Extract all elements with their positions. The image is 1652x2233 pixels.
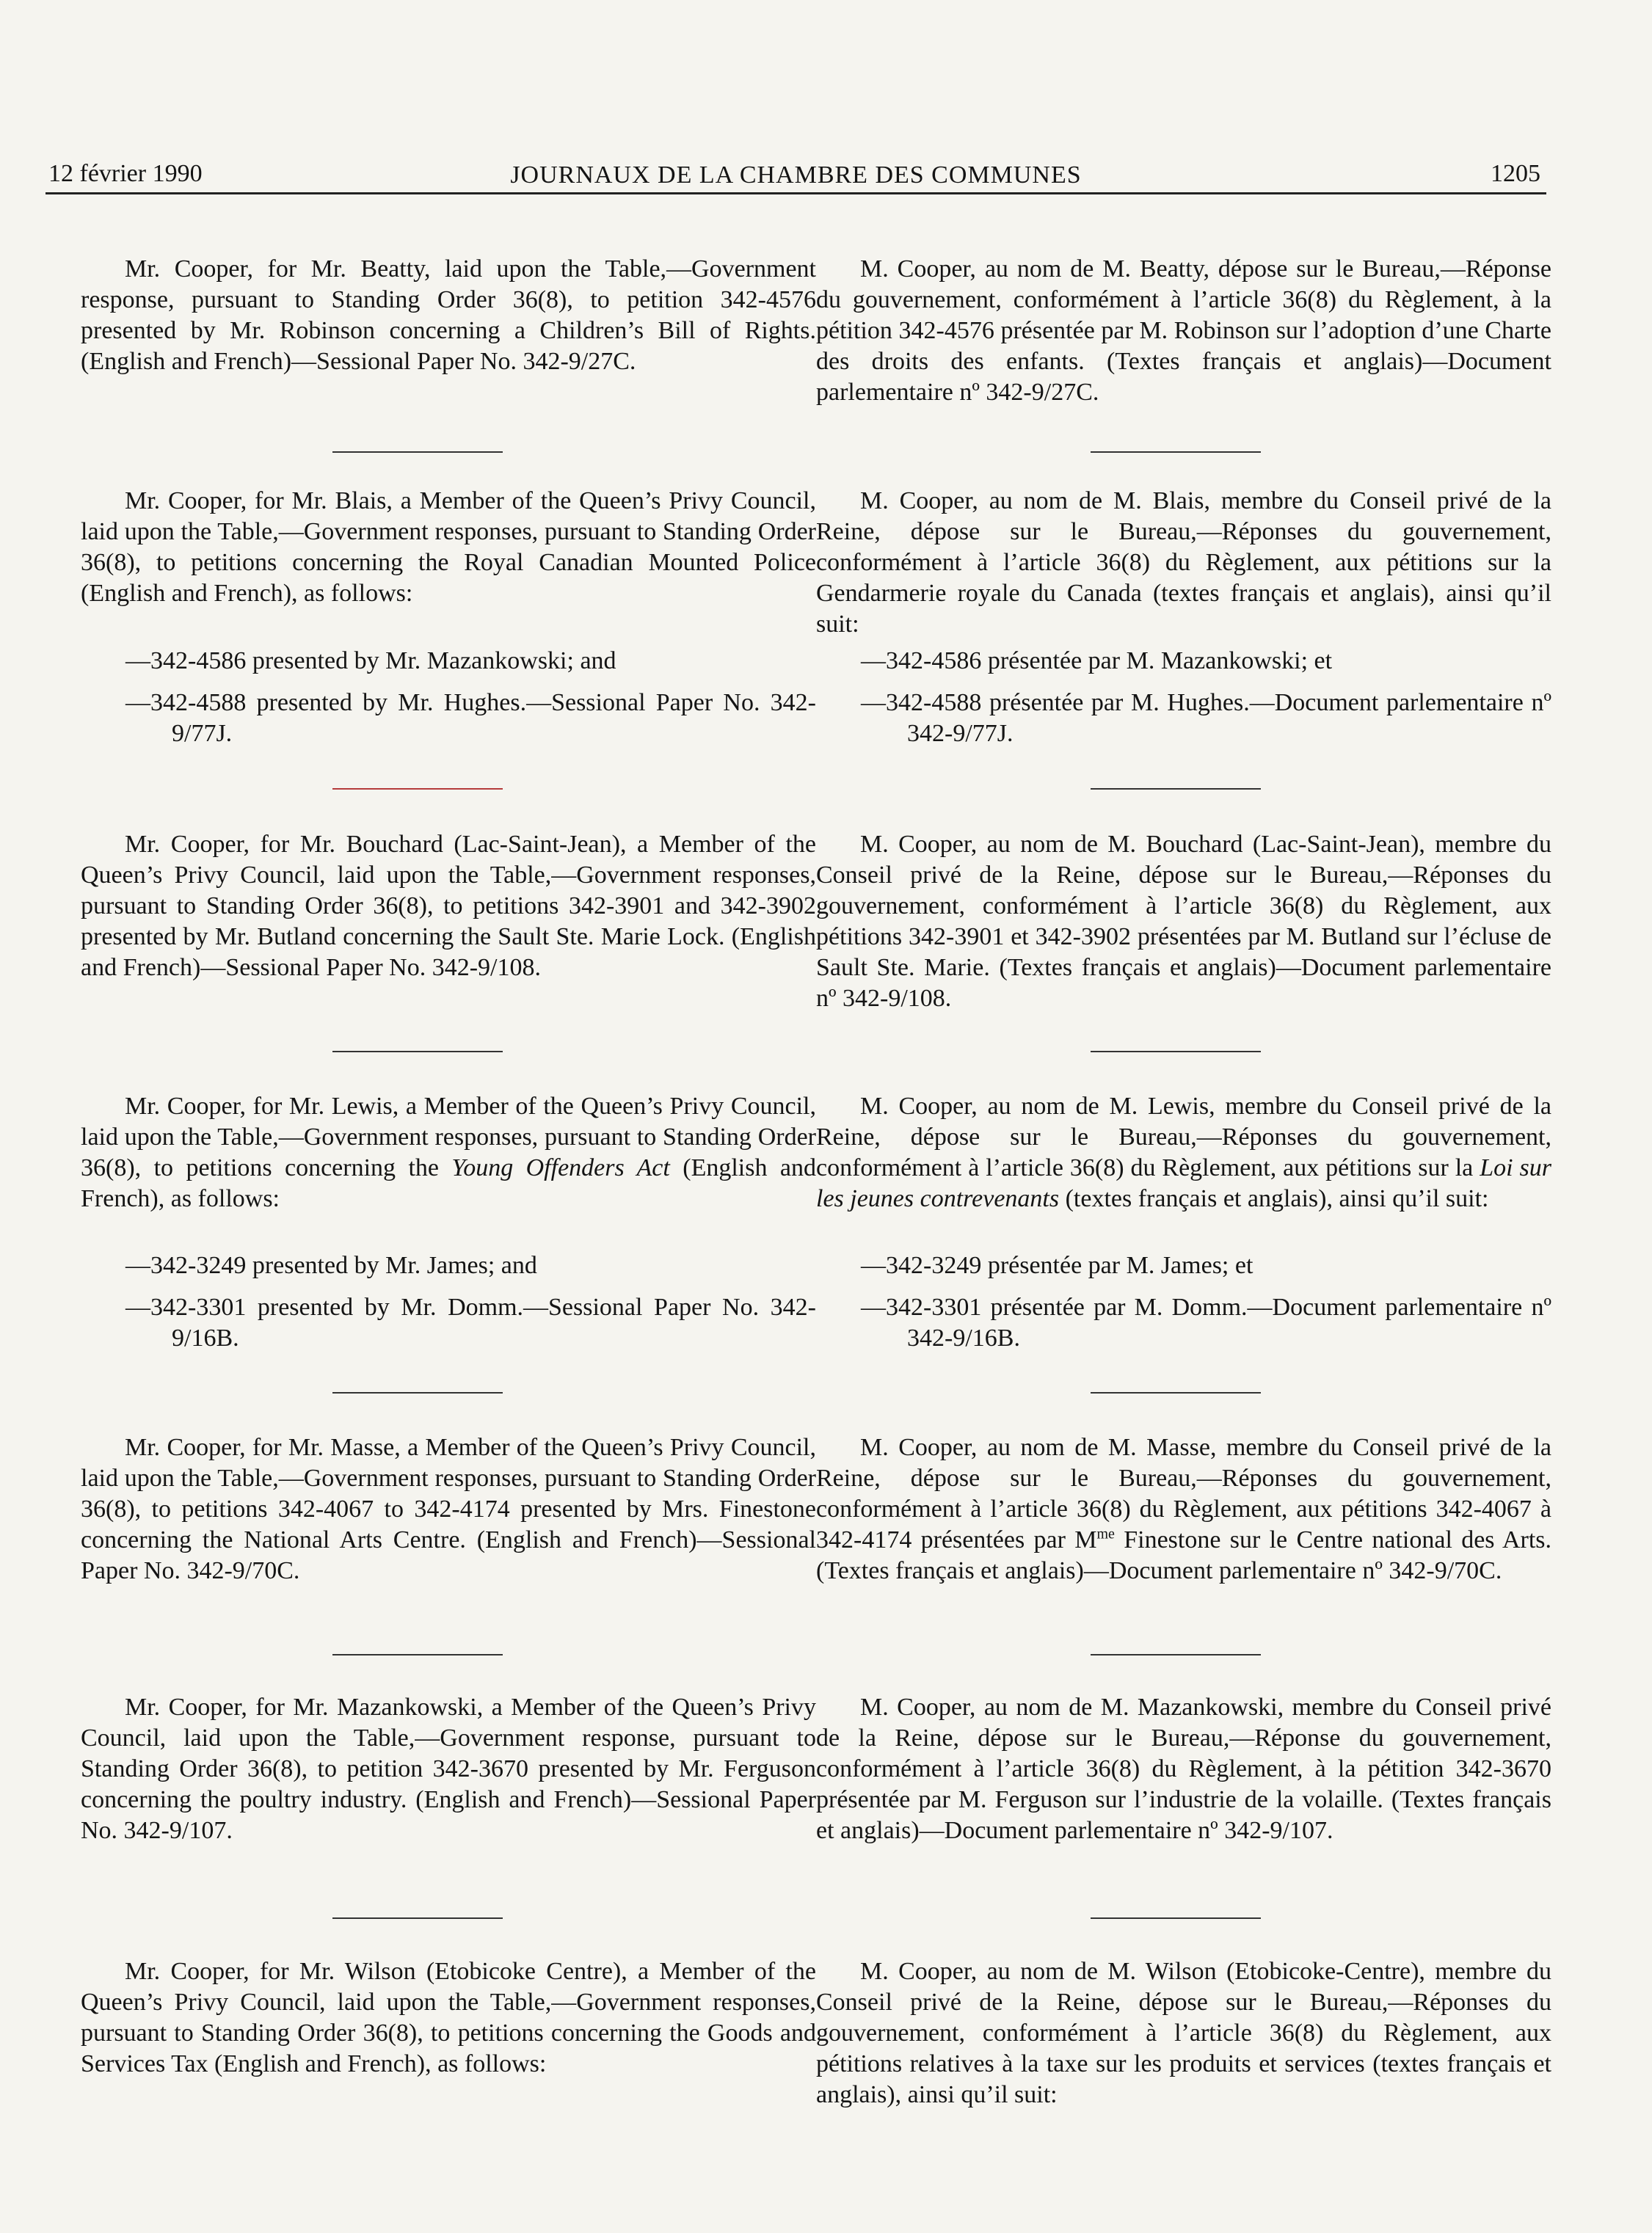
entry-beatty-fr: M. Cooper, au nom de M. Beatty, dépose sur le Bureau,—Réponse du gouvernement, conformément à l’article 36(8) du Règlement, à la pétition 342-4576 présentée par M. Robinson sur l’adoption d’une Charte des droits des enfants. (Textes français et anglais)—Document parlementaire nº 342-9/27C. (816, 255, 1551, 406)
separator-rule (332, 1392, 503, 1394)
list-item: —342-3301 présentée par M. Domm.—Document parlementaire nº 342-9/16B. (861, 1294, 1551, 1352)
page-number: 1205 (1491, 160, 1540, 187)
entry-lewis-en: Mr. Cooper, for Mr. Lewis, a Member of the Queen’s Privy Council, laid upon the Table,—Government responses, pursuant to Standing Order 36(8), to petitions concerning the Young Offenders Act (English and French), as follows: (81, 1093, 816, 1212)
separator-rule (1091, 788, 1261, 790)
separator-rule (332, 451, 503, 453)
act-title: Young Offenders Act (451, 1154, 670, 1181)
act-title: Loi sur les jeunes contrevenants (816, 1154, 1551, 1212)
separator-rule (1091, 1917, 1261, 1919)
list-item: —342-4588 presented by Mr. Hughes.—Sessional Paper No. 342-9/77J. (125, 689, 816, 747)
entry-bouchard-fr: M. Cooper, au nom de M. Bouchard (Lac-Saint-Jean), membre du Conseil privé de la Reine, dépose sur le Bureau,—Réponses du gouvernement, conformément à l’article 36(8) du Règlement, aux pétitions 342-3901 et 342-3902 présentées par M. Butland sur l’écluse de Sault Ste. Marie. (Textes français et anglais)—Document parlementaire nº 342-9/108. (816, 831, 1551, 1012)
entry-blais-fr: M. Cooper, au nom de M. Blais, membre du Conseil privé de la Reine, dépose sur le Bureau,—Réponses du gouvernement, conformément à l’article 36(8) du Règlement, aux pétitions sur la Gendarmerie royale du Canada (textes français et anglais), ainsi qu’il suit: (816, 487, 1551, 638)
list-item: —342-3249 présentée par M. James; et (861, 1252, 1253, 1279)
separator-rule (332, 1654, 503, 1655)
entry-lewis-fr: M. Cooper, au nom de M. Lewis, membre du Conseil privé de la Reine, dépose sur le Bureau,—Réponses du gouvernement, conformément à l’article 36(8) du Règlement, aux pétitions sur la Loi sur les jeunes contrevenants (textes français et anglais), ainsi qu’il suit: (816, 1093, 1551, 1212)
entry-bouchard-en: Mr. Cooper, for Mr. Bouchard (Lac-Saint-Jean), a Member of the Queen’s Privy Council, laid upon the Table,—Government responses, pursuant to Standing Order 36(8), to petitions 342-3901 and 342-3902 presented by Mr. Butland concerning the Sault Ste. Marie Lock. (English and French)—Sessional Paper No. 342-9/108. (81, 831, 816, 981)
journal-title: JOURNAUX DE LA CHAMBRE DES COMMUNES (510, 161, 1082, 189)
entry-wilson-en: Mr. Cooper, for Mr. Wilson (Etobicoke Centre), a Member of the Queen’s Privy Council, laid upon the Table,—Government responses, pursuant to Standing Order 36(8), to petitions concerning the Goods and Services Tax (English and French), as follows: (81, 1958, 816, 2077)
entry-masse-fr: M. Cooper, au nom de M. Masse, membre du Conseil privé de la Reine, dépose sur le Bureau,—Réponses du gouvernement, conformément à l’article 36(8) du Règlement, aux pétitions 342-4067 à 342-4174 présentées par $M^{me}$ Finestone sur le Centre national des Arts. (Textes français et anglais)—Document parlementaire nº 342-9/70C. (816, 1434, 1551, 1584)
page-header (46, 156, 1546, 194)
entry-mazankowski-en: Mr. Cooper, for Mr. Mazankowski, a Member of the Queen’s Privy Council, laid upon the Table,—Government response, pursuant to Standing Order 36(8), to petition 342-3670 presented by Mr. Ferguson concerning the poultry industry. (English and French)—Sessional Paper No. 342-9/107. (81, 1694, 816, 1844)
entry-wilson-fr: M. Cooper, au nom de M. Wilson (Etobicoke-Centre), membre du Conseil privé de la Reine, dépose sur le Bureau,—Réponses du gouvernement, conformément à l’article 36(8) du Règlement, aux pétitions relatives à la taxe sur les produits et services (textes français et anglais), ainsi qu’il suit: (816, 1958, 1551, 2108)
list-item: —342-4588 présentée par M. Hughes.—Document parlementaire nº 342-9/77J. (861, 689, 1551, 747)
list-item: —342-3301 presented by Mr. Domm.—Sessional Paper No. 342-9/16B. (125, 1294, 816, 1352)
separator-rule (1091, 1654, 1261, 1655)
header-date: 12 février 1990 (48, 160, 203, 187)
separator-rule (332, 788, 503, 790)
entry-mazankowski-fr: M. Cooper, au nom de M. Mazankowski, membre du Conseil privé de la Reine, dépose sur le Bureau,—Réponse du gouvernement, conformément à l’article 36(8) du Règlement, à la pétition 342-3670 présentée par M. Ferguson sur l’industrie de la volaille. (Textes français et anglais)—Document parlementaire nº 342-9/107. (816, 1694, 1551, 1844)
list-item: —342-4586 présentée par M. Mazankowski; et (861, 647, 1333, 674)
list-item: —342-4586 presented by Mr. Mazankowski; and (125, 647, 616, 674)
separator-rule (332, 1051, 503, 1052)
separator-rule (1091, 451, 1261, 453)
list-item: —342-3249 presented by Mr. James; and (125, 1252, 537, 1279)
entry-masse-en: Mr. Cooper, for Mr. Masse, a Member of the Queen’s Privy Council, laid upon the Table,—Government responses, pursuant to Standing Order 36(8), to petitions 342-4067 to 342-4174 presented by Mrs. Finestone concerning the National Arts Centre. (English and French)—Sessional Paper No. 342-9/70C. (81, 1434, 816, 1584)
separator-rule (1091, 1051, 1261, 1052)
entry-blais-en: Mr. Cooper, for Mr. Blais, a Member of the Queen’s Privy Council, laid upon the Table,—Government responses, pursuant to Standing Order 36(8), to petitions concerning the Royal Canadian Mounted Police (English and French), as follows: (81, 487, 816, 607)
separator-rule (1091, 1392, 1261, 1394)
entry-beatty-en: Mr. Cooper, for Mr. Beatty, laid upon the Table,—Government response, pursuant to Standing Order 36(8), to petition 342-4576 presented by Mr. Robinson concerning a Children’s Bill of Rights. (English and French)—Sessional Paper No. 342-9/27C. (81, 255, 816, 375)
separator-rule (332, 1917, 503, 1919)
